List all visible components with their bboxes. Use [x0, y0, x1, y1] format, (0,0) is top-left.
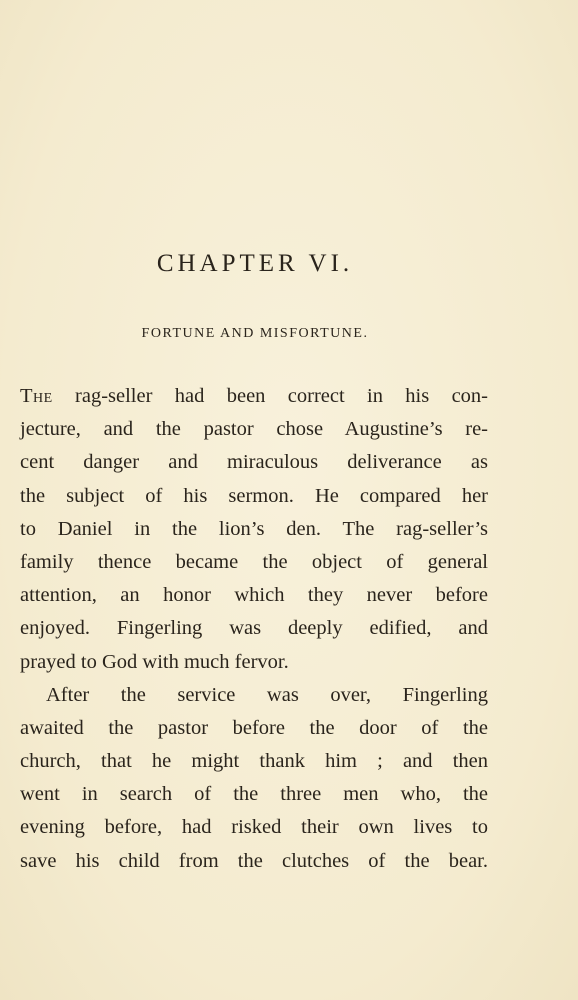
paragraph-1	[20, 380, 488, 679]
text-line	[20, 380, 488, 413]
text-line: enjoyed. Fingerling was deeply edified, and	[20, 617, 488, 640]
text-line-content: rag-seller had been correct in his con-	[52, 385, 488, 407]
text-line: cent danger and miraculous deliverance as	[20, 451, 488, 474]
paragraph-2	[20, 679, 488, 878]
text-line: save his child from the clutches of the bear.	[20, 849, 488, 872]
text-line: prayed to God with much fervor.	[20, 650, 289, 673]
text-line: jecture, and the pastor chose Augustine’s re-	[20, 418, 488, 441]
text-line: family thence became the object of general	[20, 550, 488, 573]
text-line: to Daniel in the lion’s den. The rag-seller’s	[20, 517, 488, 540]
body-text	[20, 380, 488, 878]
text-line: attention, an honor which they never before	[20, 584, 488, 607]
text-line: went in search of the three men who, the	[20, 783, 488, 806]
drop-word: The	[20, 385, 53, 407]
text-line: awaited the pastor before the door of the	[20, 716, 488, 739]
text-line: the subject of his sermon. He compared her	[20, 484, 488, 507]
chapter-title: CHAPTER VI.	[156, 250, 354, 277]
text-line: After the service was over, Fingerling	[46, 683, 488, 706]
chapter-subtitle: FORTUNE AND MISFORTUNE.	[141, 326, 369, 341]
text-line: church, that he might thank him ; and then	[20, 750, 488, 773]
text-line: evening before, had risked their own lives to	[20, 816, 488, 839]
